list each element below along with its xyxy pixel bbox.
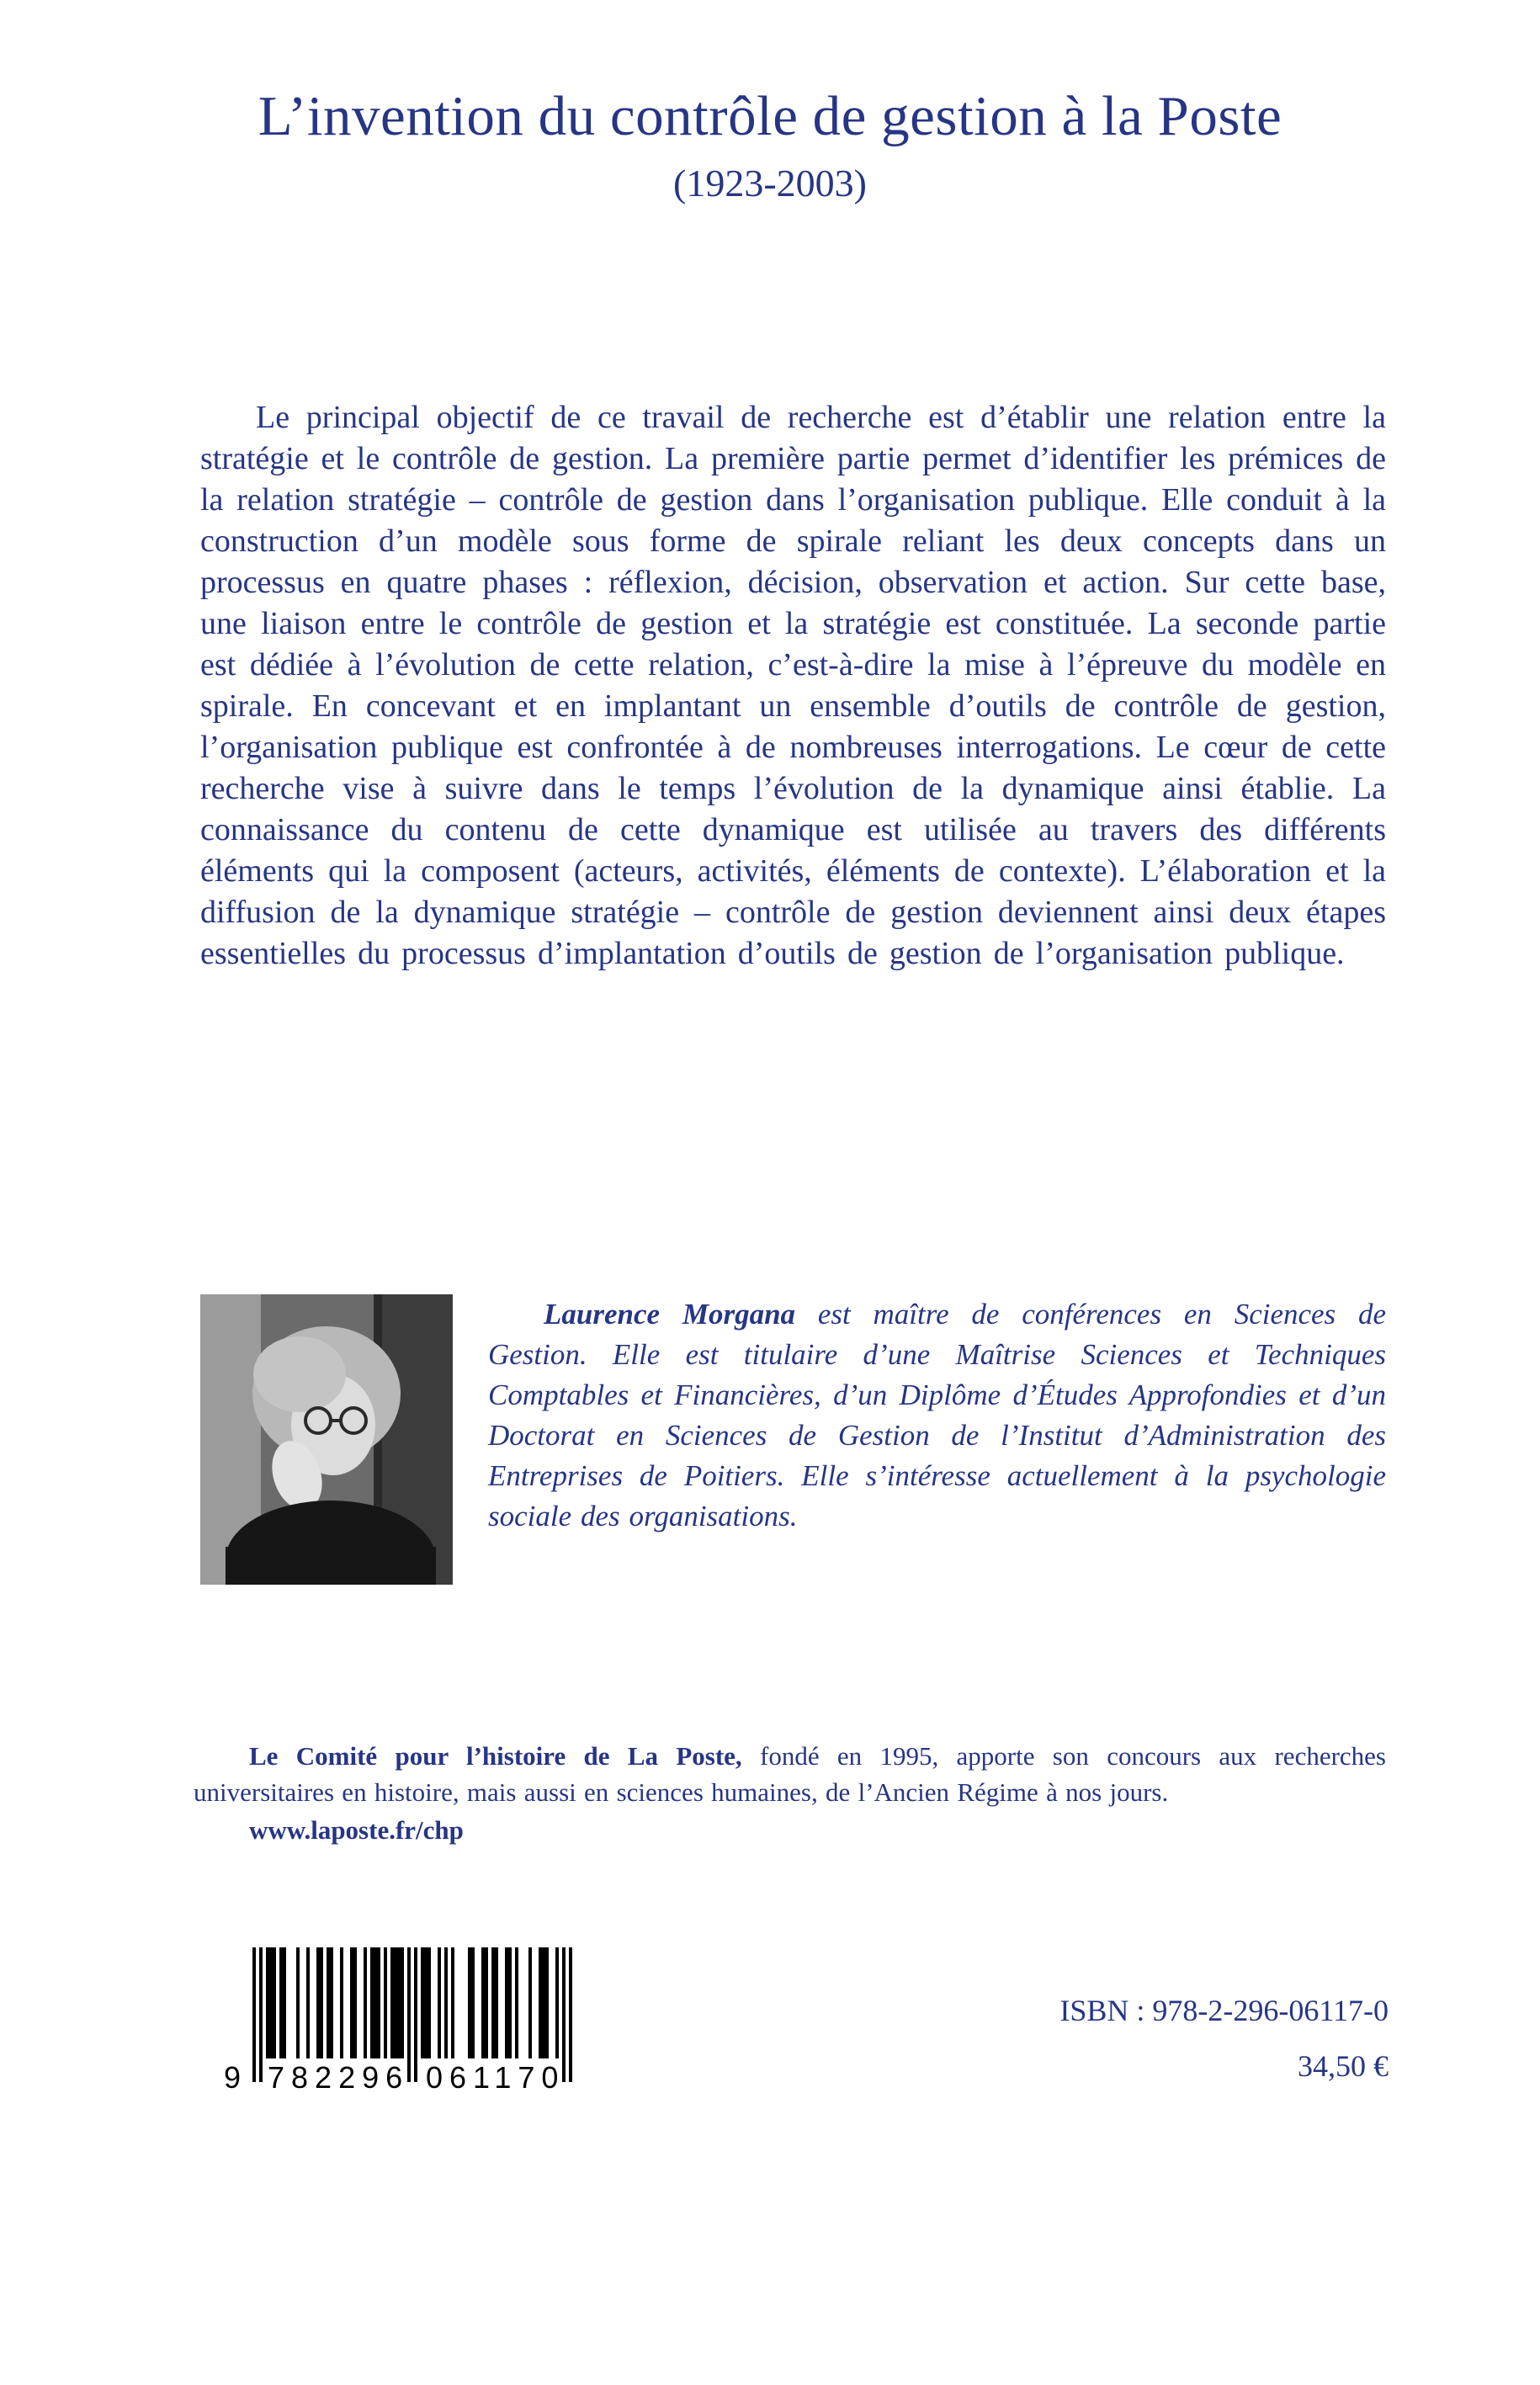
isbn-block xyxy=(1059,1983,1389,2094)
footer-row xyxy=(224,1947,1389,2099)
book-title: L’invention du contrôle de gestion à la Poste xyxy=(258,85,1282,147)
committee-url: www.laposte.fr/chp xyxy=(249,1815,464,1845)
author-photo xyxy=(200,1294,453,1585)
committee-paragraph xyxy=(194,1738,1386,1810)
book-subtitle: (1923-2003) xyxy=(673,162,867,205)
committee-description: fondé en 1995, apporte son concours aux recherches universitaires en histoire, mais aussi en sciences humaines, de l’Ancien Régime à nos jours. xyxy=(194,1741,1386,1807)
author-name: Laurence Morgana xyxy=(544,1298,796,1331)
isbn-text: ISBN : 978-2-296-06117-0 xyxy=(1059,1994,1389,2027)
price-text: 34,50 € xyxy=(1298,2049,1389,2083)
barcode-digits-right: 061170 xyxy=(426,2060,566,2095)
barcode-digits-left: 782296 xyxy=(268,2060,410,2095)
author-bio-text: est maître de conférences en Sciences de Gestion. Elle est titulaire d’une Maîtrise Sciences et Techniques Comptables et Financières, d’un Diplôme d’Études Approfondies et d’un Doctorat en Sciences de Gestion de l’Institut d’Administration des Entreprises de Poitiers. Elle s’intéresse actuellement à la psychologie sociale des organisations. xyxy=(488,1298,1386,1532)
committee-name: Le Comité pour l’histoire de La Poste, xyxy=(249,1741,742,1771)
ean-barcode xyxy=(224,1947,572,2099)
author-photo-image xyxy=(200,1294,453,1585)
committee-section xyxy=(194,1738,1386,1848)
barcode-digit-lead: 9 xyxy=(224,2060,242,2095)
abstract-paragraph: Le principal objectif de ce travail de recherche est d’établir une relation entre la stratégie et le contrôle de gestion. La première partie permet d’identifier les prémices de la relation stratégie – contrôle de gestion dans l’organisation publique. Elle conduit à la construction d’un modèle sous forme de spirale reliant les deux concepts dans un processus en quatre phases : réflexion, décision, observation et action. Sur cette base, une liaison entre le contrôle de gestion et la stratégie est constituée. La seconde partie est dédiée à l’évolution de cette relation, c’est-à-dire la mise à l’épreuve du modèle en spirale. En concevant et en implantant un ensemble d’outils de contrôle de gestion, l’organisation publique est confrontée à de nombreuses interrogations. Le cœur de cette recherche vise à suivre dans le temps l’évolution de la dynamique ainsi établie. La connaissance du contenu de cette dynamique est utilisée au travers des différents éléments qui la composent (acteurs, activités, éléments de contexte). L’élaboration et la diffusion de la dynamique stratégie – contrôle de gestion deviennent ainsi deux étapes essentielles du processus d’implantation d’outils de gestion de l’organisation publique. xyxy=(200,400,1386,971)
author-section xyxy=(200,1294,1386,1585)
